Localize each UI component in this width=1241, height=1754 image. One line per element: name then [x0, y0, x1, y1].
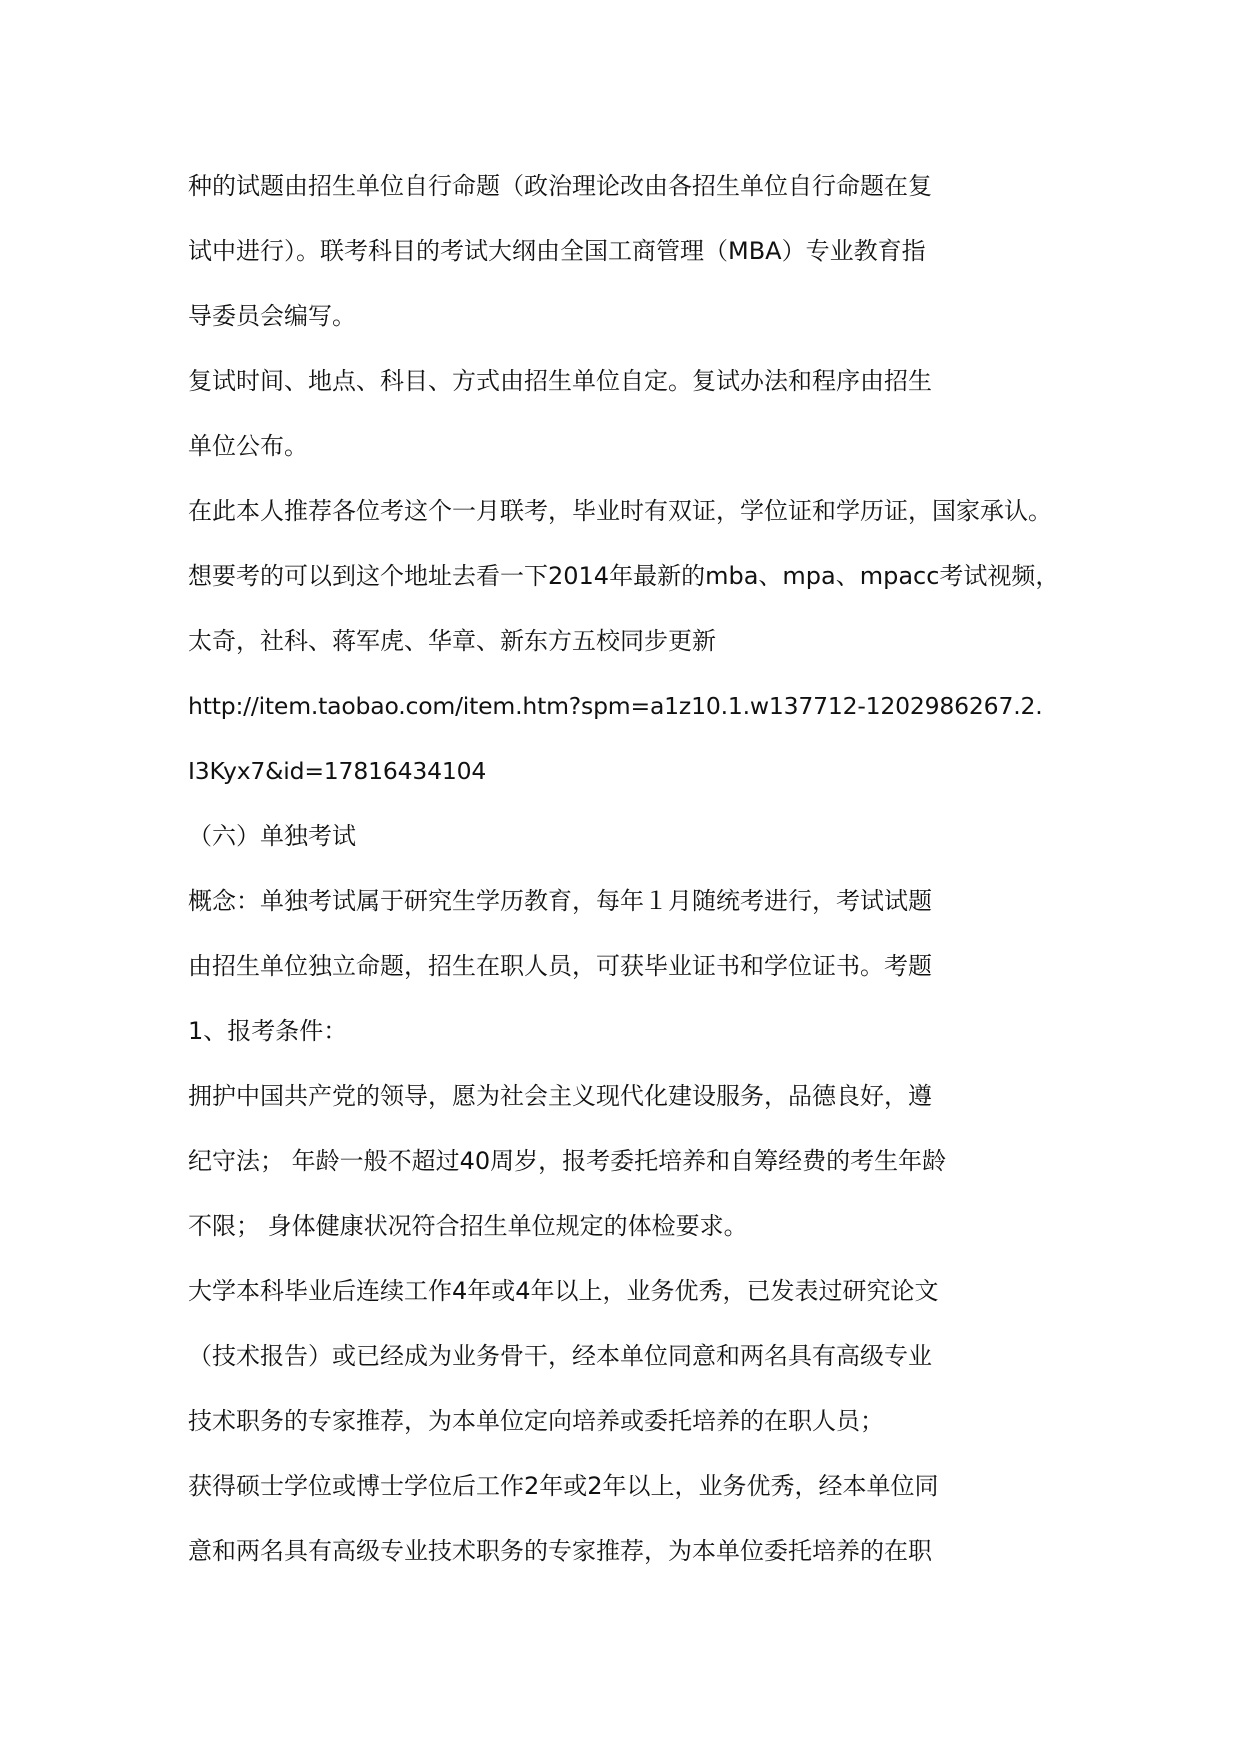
url-text-line: http://item.taobao.com/item.htm?spm=a1z10.1.w137712-1202986267.2.	[188, 692, 1043, 720]
text-line: 单位公布。	[188, 432, 308, 460]
document-body	[188, 166, 1088, 1596]
text-line: 意和两名具有高级专业技术职务的专家推荐，为本单位委托培养的在职	[188, 1537, 932, 1565]
text-line: 拥护中国共产党的领导，愿为社会主义现代化建设服务，品德良好，遵	[188, 1082, 932, 1110]
text-line: 种的试题由招生单位自行命题（政治理论改由各招生单位自行命题在复	[188, 172, 932, 200]
text-line: 试中进行）。联考科目的考试大纲由全国工商管理（MBA）专业教育指	[188, 237, 926, 265]
text-line: 太奇，社科、蒋军虎、华章、新东方五校同步更新	[188, 627, 716, 655]
text-line: 技术职务的专家推荐，为本单位定向培养或委托培养的在职人员；	[188, 1407, 884, 1435]
url-text-line: I3Kyx7&id=17816434104	[188, 757, 487, 785]
text-line: （技术报告）或已经成为业务骨干，经本单位同意和两名具有高级专业	[188, 1342, 932, 1370]
text-line: 不限； 身体健康状况符合招生单位规定的体检要求。	[188, 1212, 748, 1240]
text-line: 获得硕士学位或博士学位后工作2年或2年以上，业务优秀，经本单位同	[188, 1472, 939, 1500]
text-line: 想要考的可以到这个地址去看一下2014年最新的mba、mpa、mpacc考试视频，	[188, 562, 1060, 590]
section-heading: （六）单独考试	[188, 822, 356, 850]
text-line: 复试时间、地点、科目、方式由招生单位自定。复试办法和程序由招生	[188, 367, 932, 395]
text-line: 在此本人推荐各位考这个一月联考，毕业时有双证，学位证和学历证，国家承认。	[188, 497, 1052, 525]
text-line: 纪守法； 年龄一般不超过40周岁，报考委托培养和自筹经费的考生年龄	[188, 1147, 947, 1175]
text-line: 概念：单独考试属于研究生学历教育，每年１月随统考进行，考试试题	[188, 887, 932, 915]
subsection-heading: 1、报考条件：	[188, 1017, 348, 1045]
text-line: 大学本科毕业后连续工作4年或4年以上，业务优秀，已发表过研究论文	[188, 1277, 939, 1305]
text-line: 导委员会编写。	[188, 302, 356, 330]
text-line: 由招生单位独立命题，招生在职人员，可获毕业证书和学位证书。考题	[188, 952, 932, 980]
